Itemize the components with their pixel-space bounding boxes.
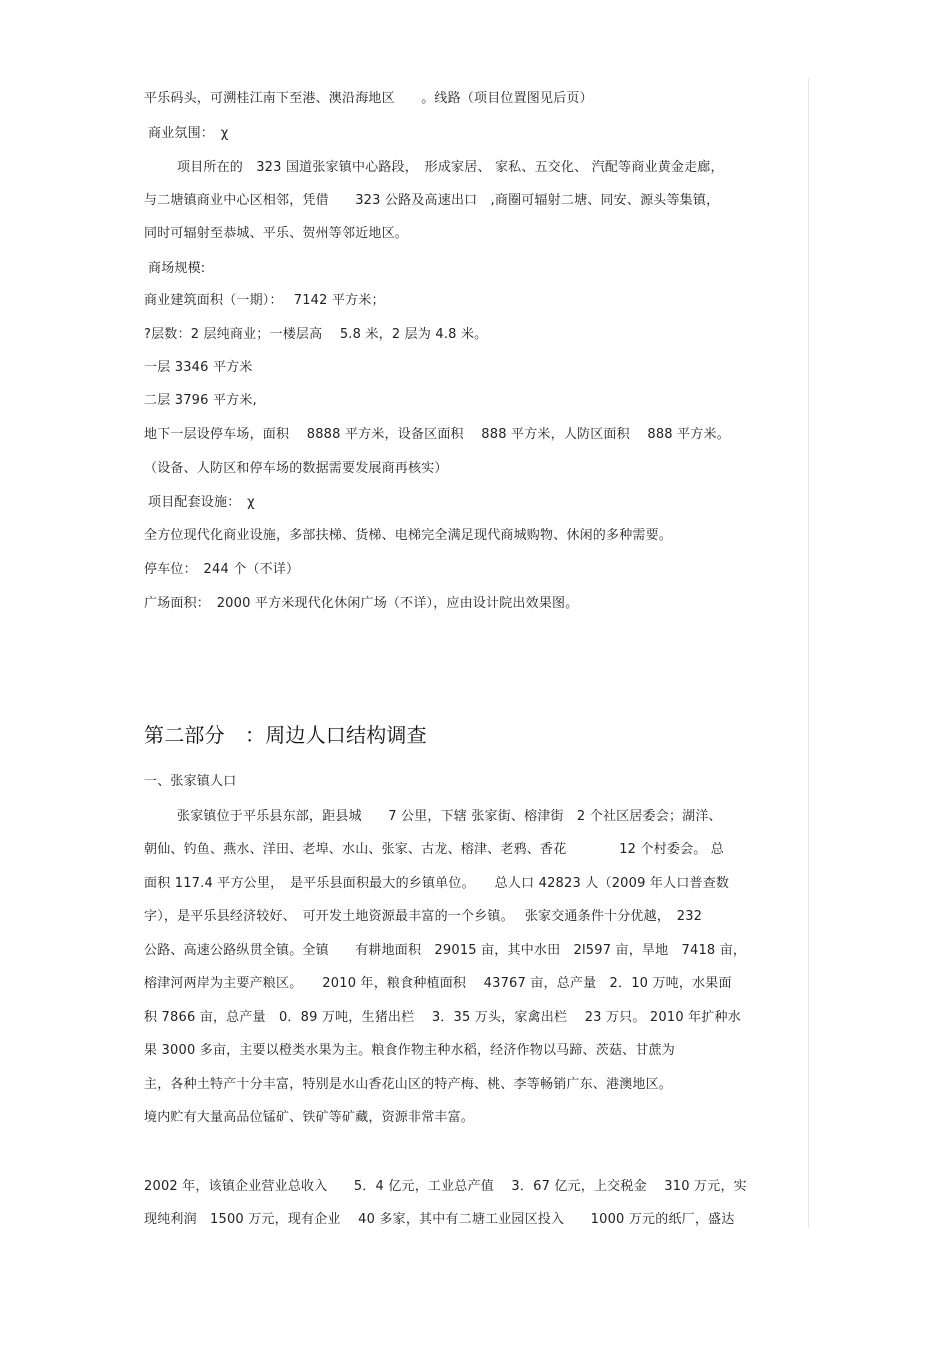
text-line: 项目所在的 323 国道张家镇中心路段， 形成家居、 家私、五交化、 汽配等商业黄金走廊， [177,160,724,175]
text-line: （设备、人防区和停车场的数据需要发展商再核实） [144,461,448,476]
text-line: 同时可辐射至恭城、平乐、贺州等邻近地区。 [144,226,409,241]
paragraph-line: 主，各种土特产十分丰富，特别是水山香花山区的特产梅、桃、李等畅销广东、港澳地区。 [144,1077,673,1092]
text-line: 停车位： 244 个（不详） [144,562,300,577]
paragraph-line: 果 3000 多亩，主要以橙类水果为主。粮食作物主种水稻，经济作物以马蹄、茨菇、甘蔗为 [144,1043,675,1058]
paragraph-line: 公路、高速公路纵贯全镇。全镇 有耕地面积 29015 亩，其中水田 2l597 亩，旱地 7418 亩， [144,943,747,958]
section-title: 第二部分 ：周边人口结构调查 [144,723,427,747]
paragraph-line: 面积 117.4 平方公里， 是平乐县面积最大的乡镇单位。 总人口 42823 人（2009 年人口普查数 [144,876,730,891]
paragraph-line: 字），是平乐县经济较好、 可开发土地资源最丰富的一个乡镇。 张家交通条件十分优越， 232 [144,909,703,924]
text-line: 地下一层设停车场，面积 8888 平方米，设备区面积 888 平方米，人防区面积 888 平方米。 [144,427,730,442]
text-line: 全方位现代化商业设施，多部扶梯、货梯、电梯完全满足现代商城购物、休闲的多种需要。 [144,528,673,543]
text-line: 广场面积： 2000 平方米现代化休闲广场（不详），应由设计院出效果图。 [144,596,579,611]
text-line: 商业建筑面积（一期）： 7142 平方米； [144,293,385,308]
paragraph-line: 积 7866 亩，总产量 0．89 万吨，生猪出栏 3．35 万头，家禽出栏 23 万只。 2010 年扩种水 [144,1010,741,1025]
text-line: 与二塘镇商业中心区相邻，凭借 323 公路及高速出口 ,商圈可辐射二塘、同安、源头等集镇， [144,193,720,208]
text-line: 二层 3796 平方米, [144,393,257,408]
paragraph-line: 榕津河两岸为主要产粮区。 2010 年，粮食种植面积 43767 亩，总产量 2．10 万吨，水果面 [144,976,732,991]
text-line: ?层数：2 层纯商业；一楼层高 5.8 米，2 层为 4.8 米。 [144,327,488,342]
paragraph-line: 张家镇位于平乐县东部，距县城 7 公里，下辖 张家街、榕津街 2 个社区居委会；湖洋、 [177,809,722,824]
subsection-title: 一、张家镇人口 [144,774,237,789]
paragraph-line: 现纯利润 1500 万元，现有企业 40 多家，其中有二塘工业园区投入 1000 万元的纸厂，盛达 [144,1212,735,1227]
paragraph-line: 境内贮有大量高品位锰矿、铁矿等矿藏，资源非常丰富。 [144,1110,475,1125]
text-line: 平乐码头，可溯桂江南下至港、澳沿海地区 。线路（项目位置图见后页） [144,91,593,106]
paragraph-line: 朝仙、钓鱼、燕水、洋田、老埠、水山、张家、古龙、榕津、老鸦、香花 12 个村委会。 总 [144,842,725,857]
heading-mall-scale: 商场规模: [148,261,206,276]
heading-commercial-atmosphere: 商业氛围： χ [148,126,229,141]
heading-supporting-facilities: 项目配套设施： χ [148,495,255,510]
paragraph-line: 2002 年，该镇企业营业总收入 5．4 亿元，工业总产值 3．67 亿元，上交税金 310 万元，实 [144,1179,747,1194]
text-line: 一层 3346 平方米 [144,360,253,375]
page-edge-line [808,78,809,1228]
